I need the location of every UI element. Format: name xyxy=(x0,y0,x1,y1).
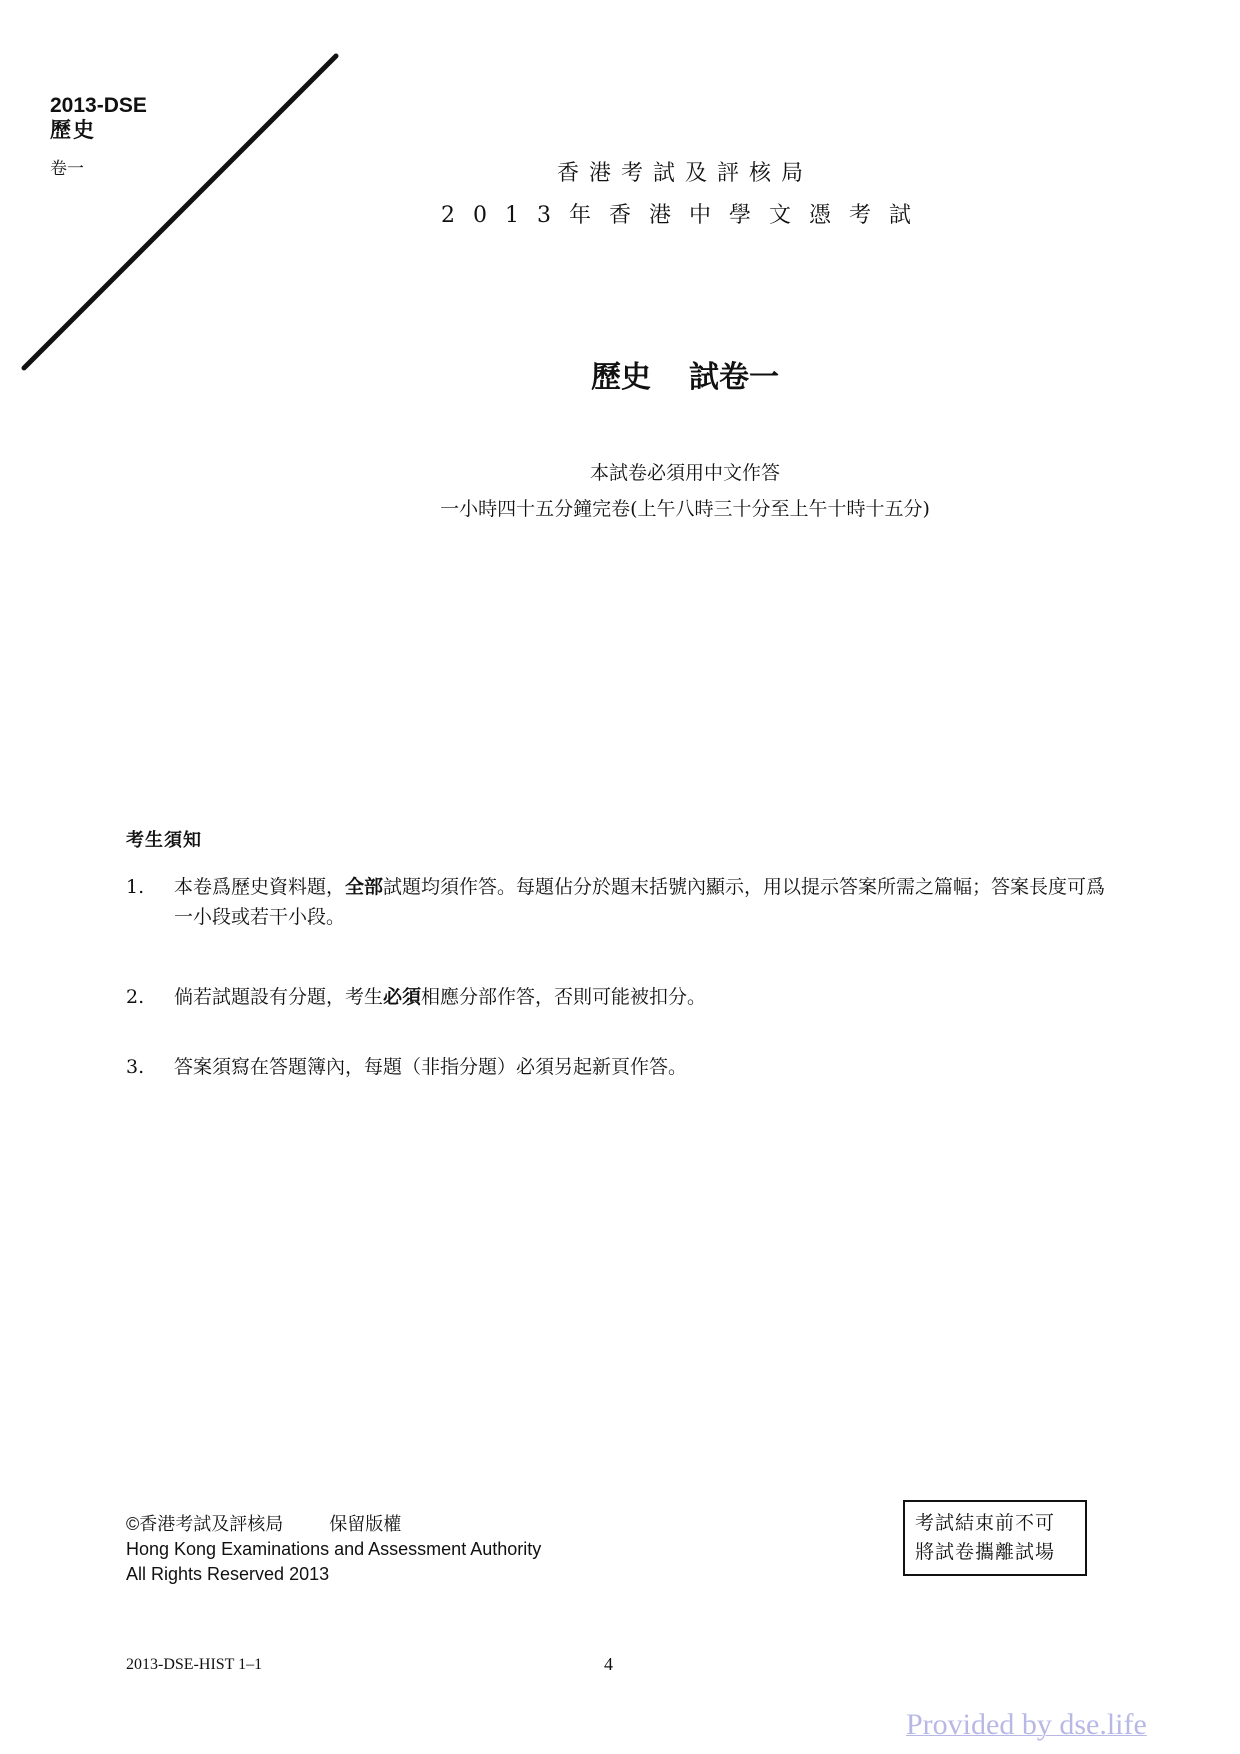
instruction-number: 3. xyxy=(126,1056,145,1078)
instruction-emphasis: 全部 xyxy=(345,876,384,898)
exam-notice-box xyxy=(903,1500,1087,1576)
subject-code: 歷史 xyxy=(50,119,96,142)
diagonal-slash-mark xyxy=(0,0,360,380)
instruction-text: 答案須寫在答題簿內，每題（非指分題）必須另起新頁作答。 xyxy=(174,1056,688,1078)
year-code: 2013-DSE xyxy=(50,94,147,117)
page-number: 4 xyxy=(604,1654,613,1674)
subject-title: 歷史 xyxy=(591,360,651,395)
notice-line-1: 考試結束前不可 xyxy=(915,1512,1056,1534)
instruction-emphasis: 必須 xyxy=(383,986,422,1008)
copyright-rights: 保留版權 xyxy=(329,1514,402,1534)
copyright-line-3: All Rights Reserved 2013 xyxy=(126,1564,330,1584)
notice-line-2: 將試卷攜離試場 xyxy=(915,1541,1056,1563)
instructions-heading: 考生須知 xyxy=(126,830,202,851)
instruction-number: 1. xyxy=(126,876,145,898)
copyright-block xyxy=(126,1512,541,1587)
instruction-text: 倘若試題設有分題，考生必須相應分部作答，否則可能被扣分。 xyxy=(174,986,707,1008)
copyright-line-1 xyxy=(126,1512,541,1537)
copyright-line-2: Hong Kong Examinations and Assessment Authority xyxy=(126,1539,542,1559)
exam-name: 2013年香港中學文憑考試 xyxy=(441,203,929,228)
copyright-org: ©香港考試及評核局 xyxy=(126,1514,284,1534)
paper-title xyxy=(0,352,1240,396)
language-note: 本試卷必須用中文作答 xyxy=(589,462,780,484)
exam-duration: 一小時四十五分鐘完卷(上午八時三十分至上午十時十五分) xyxy=(440,498,930,520)
watermark-link[interactable]: Provided by dse.life xyxy=(906,1708,1147,1741)
paper-number-title: 試卷一 xyxy=(689,360,779,395)
instruction-number: 2. xyxy=(126,986,145,1008)
organization-name: 香港考試及評核局 xyxy=(556,161,813,186)
paper-code: 卷一 xyxy=(50,159,84,178)
footer-paper-code: 2013-DSE-HIST 1–1 xyxy=(126,1656,263,1673)
instruction-text: 本卷爲歷史資料題，全部試題均須作答。每題佔分於題末括號內顯示，用以提示答案所需之篇幅；答案長度可爲一小段或若干小段。 xyxy=(174,876,1106,928)
instruction-item xyxy=(126,872,1106,932)
instruction-item xyxy=(126,982,1106,1012)
instruction-item xyxy=(126,1052,1106,1082)
